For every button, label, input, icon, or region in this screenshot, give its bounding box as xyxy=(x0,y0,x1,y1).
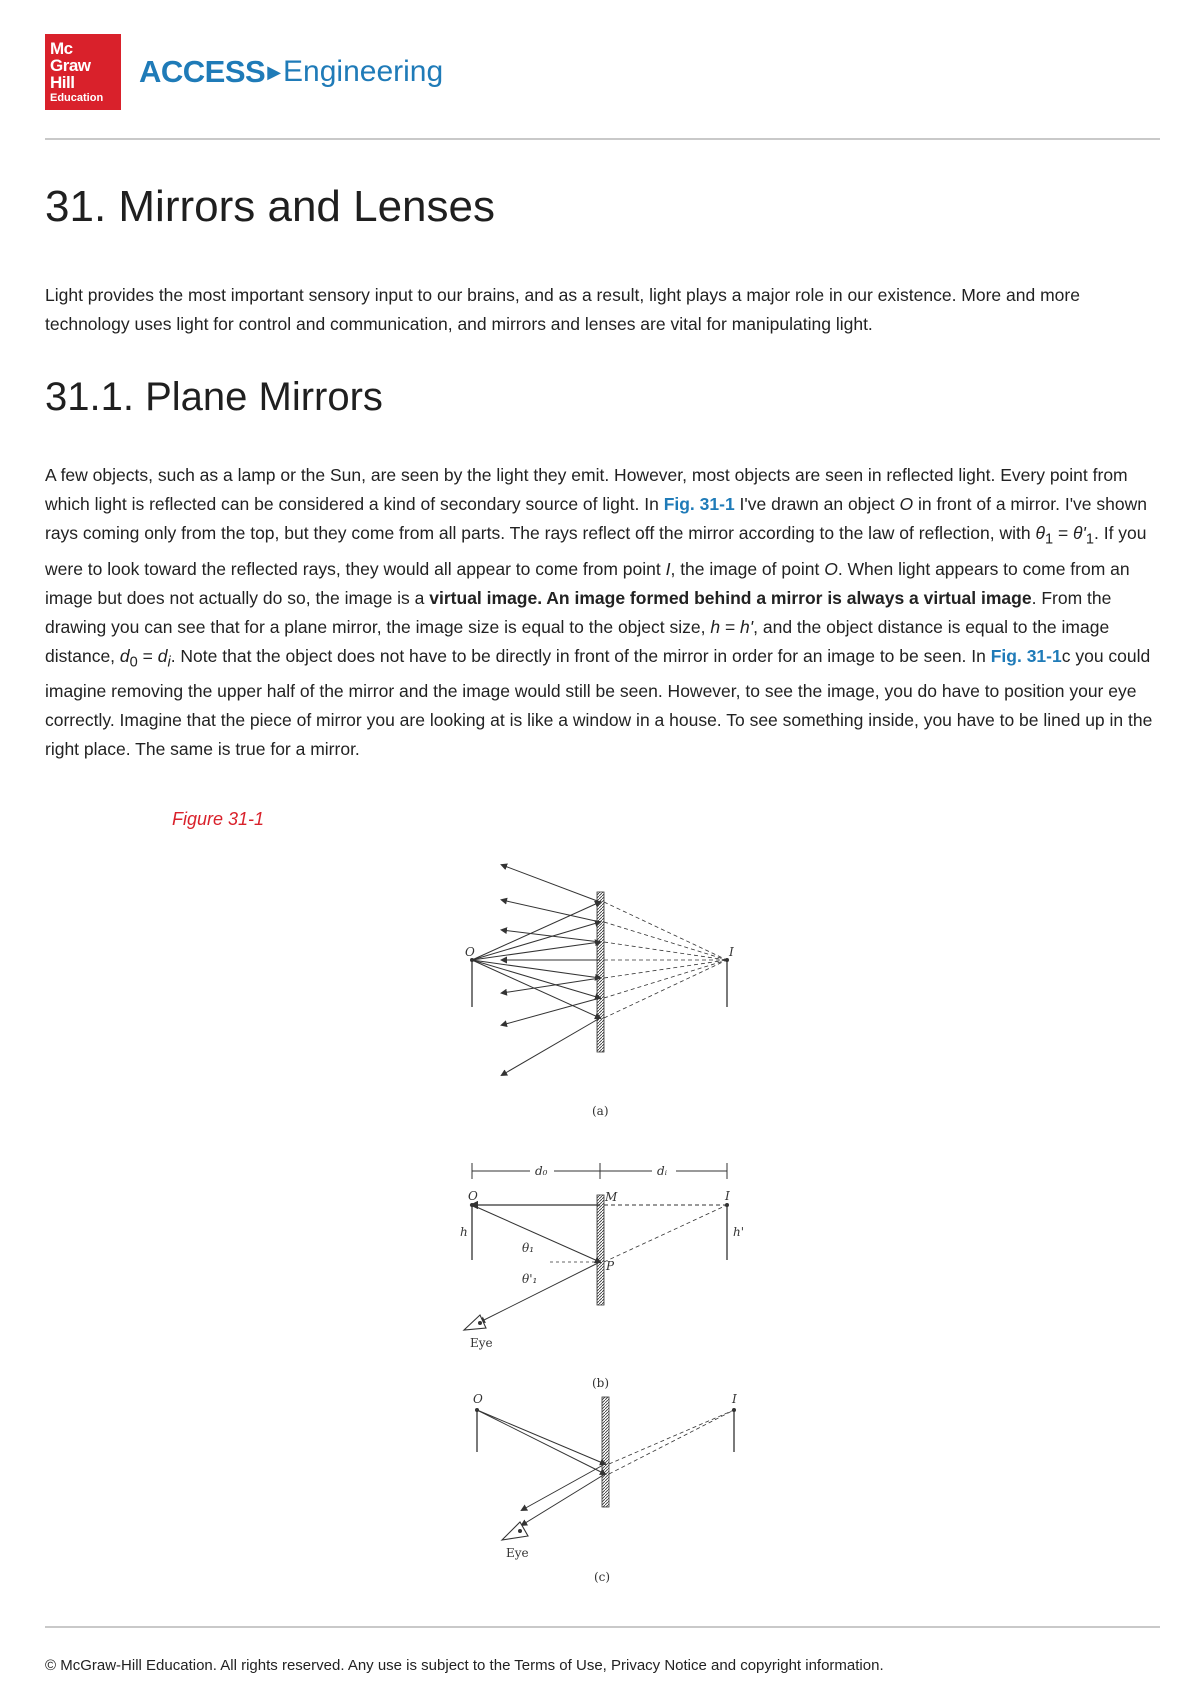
text-run: = xyxy=(1053,523,1074,543)
object-distance-label: d₀ xyxy=(535,1164,548,1178)
text-run: A few objects, such as a lamp or the Sun, are seen by the light they emit. However, most objects are seen in reflected light. Every point from which light is reflected can be considered a kind of secondary source of light. In xyxy=(45,465,1128,514)
access-engineering-logo xyxy=(139,54,443,90)
logo-engineering-text: Engineering xyxy=(283,55,444,88)
object-label: O xyxy=(468,1189,478,1203)
symbol-theta: θ xyxy=(1035,523,1045,543)
logo-line: Mc xyxy=(50,39,73,58)
subfigure-c xyxy=(473,1392,737,1560)
text-run: I've drawn an object xyxy=(734,494,900,514)
page-header xyxy=(45,32,443,112)
symbol-theta-prime: θ' xyxy=(1073,523,1086,543)
eye-label: Eye xyxy=(506,1546,529,1560)
image-label: I xyxy=(732,1392,737,1406)
subfigure-a xyxy=(465,865,734,1118)
subscript: 1 xyxy=(1044,531,1054,548)
incidence-angle-label: θ₁ xyxy=(522,1241,535,1255)
eye-label: Eye xyxy=(470,1336,493,1350)
reflected-rays xyxy=(522,1464,605,1525)
mirror xyxy=(602,1397,609,1507)
header-divider xyxy=(45,138,1160,140)
subfigure-label: (b) xyxy=(592,1376,610,1390)
subfigure-label: (c) xyxy=(594,1570,611,1584)
symbol-d: d xyxy=(157,645,168,666)
reflection-angle-label: θ'₁ xyxy=(522,1272,538,1286)
bold-text: virtual image. An image formed behind a mirror is always a virtual image xyxy=(429,587,1032,608)
object-label: O xyxy=(473,1392,483,1406)
reflected-rays xyxy=(502,865,600,1075)
text-run: , and the object distance is equal to the image distance, xyxy=(45,616,1110,666)
figure-caption: Figure 31-1 xyxy=(172,809,265,829)
image-label: I xyxy=(725,1189,730,1203)
logo-access-text: ACCESS xyxy=(139,54,266,89)
text-run: . When light appears to come from an image but does not actually do so, the image is a xyxy=(45,558,1130,608)
figure-link[interactable]: Fig. 31-1 xyxy=(990,645,1062,666)
figure-link[interactable]: Fig. 31-1 xyxy=(663,494,735,514)
figure-31-1 xyxy=(440,860,760,1560)
subfigure-b xyxy=(460,1162,744,1390)
mirror-point-p-label: P xyxy=(606,1259,615,1273)
mcgraw-hill-logo xyxy=(45,34,121,110)
logo-line: Hill xyxy=(50,73,75,92)
subscript: i xyxy=(167,654,171,670)
subfigure-label: (a) xyxy=(592,1104,609,1118)
virtual-rays xyxy=(609,1410,734,1474)
eye-icon xyxy=(502,1522,528,1540)
triangle-arrow-icon: ▶ xyxy=(267,61,282,82)
text-run: c you could imagine removing the upper half of the mirror and the image would still be seen. However, to see the image, you do have to position your eye correctly. Imagine that the piece of mirror you are looking at is like a window in a house. To see something inside, you have to be lined up in the right place. The same is true for a mirror. xyxy=(45,645,1153,759)
eye-icon xyxy=(464,1315,486,1330)
text-run: = xyxy=(137,645,158,666)
mirror-point-m-label: M xyxy=(605,1190,618,1204)
image-distance-label: dᵢ xyxy=(657,1164,668,1178)
text-run: , the image of point xyxy=(670,558,825,579)
text-run: . If you were to look toward the reflected rays, they would all appear to come from point xyxy=(45,523,1147,579)
image-height-label: h' xyxy=(733,1225,745,1239)
subscript: 1 xyxy=(1085,531,1094,548)
mirror xyxy=(597,892,604,1052)
logo-line: Graw xyxy=(50,56,91,75)
section-title: 31.1. Plane Mirrors xyxy=(45,375,383,419)
incident-rays xyxy=(477,1410,605,1474)
symbol-h-prime: h' xyxy=(740,616,754,637)
symbol-h: h xyxy=(710,616,721,637)
copyright-footer: © McGraw-Hill Education. All rights reserved. Any use is subject to the Terms of Use, Privacy Notice and copyright information. xyxy=(45,1657,884,1674)
logo-line: Education xyxy=(50,92,104,104)
object-label: O xyxy=(465,945,475,959)
text-run: . From the drawing you can see that for a plane mirror, the image size is equal to the object size, xyxy=(45,587,1112,637)
subscript: 0 xyxy=(129,654,138,670)
symbol-o: O xyxy=(824,558,838,579)
footer-divider xyxy=(45,1626,1160,1628)
mirror xyxy=(597,1195,604,1305)
symbol-i: I xyxy=(665,558,671,579)
intro-paragraph: Light provides the most important sensory input to our brains, and as a result, light plays a major role in our existence. More and more technology uses light for control and communication, and mirrors and lenses are vital for manipulating light. xyxy=(45,285,1080,334)
symbol-d: d xyxy=(119,645,130,666)
chapter-title: 31. Mirrors and Lenses xyxy=(45,182,495,231)
text-run: = xyxy=(720,616,741,637)
text-run: in front of a mirror. I've shown rays coming only from the top, but they come from all parts. The rays reflect off the mirror according to the law of reflection, with xyxy=(45,494,1147,543)
symbol-o: O xyxy=(899,494,914,514)
body-paragraph xyxy=(45,461,1163,764)
image-label: I xyxy=(729,945,734,959)
text-run: . Note that the object does not have to be directly in front of the mirror in order for an image to be seen. In xyxy=(170,645,991,666)
virtual-rays xyxy=(604,902,727,1018)
object-height-label: h xyxy=(460,1225,468,1239)
